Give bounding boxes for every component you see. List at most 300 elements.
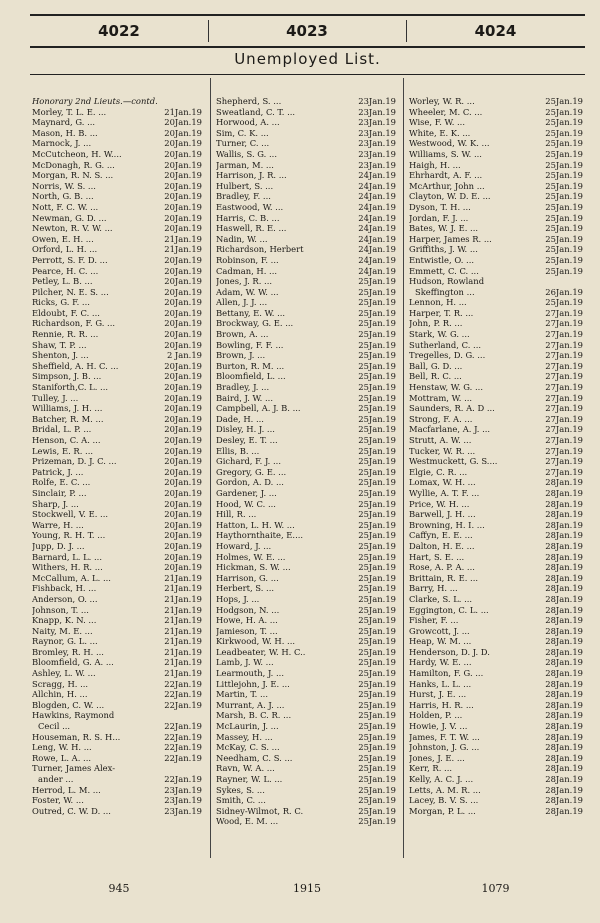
list-entry: [216, 234, 396, 245]
entry-date: 25Jan.19: [358, 689, 396, 700]
entry-name: Eggington, C. L. ...: [409, 604, 489, 615]
entry-date: 28Jan.19: [545, 636, 583, 647]
list-entry: [32, 520, 202, 531]
list-entry: [409, 213, 583, 224]
list-entry: [216, 403, 396, 414]
entry-name: Disley, H. J. ...: [216, 424, 275, 435]
list-entry: [32, 403, 202, 414]
entry-date: 23Jan.19: [358, 138, 396, 149]
list-entry: [216, 107, 396, 118]
entry-date: 23Jan.19: [358, 117, 396, 128]
entry-date: 25Jan.19: [358, 583, 396, 594]
list-entry: [409, 615, 583, 626]
entry-date: 25Jan.19: [545, 223, 583, 234]
entry-date: 25Jan.19: [358, 339, 396, 350]
list-entry: [216, 393, 396, 404]
entry-name: Barnard, L. L. ...: [32, 551, 102, 562]
entry-name: Hood, W. C. ...: [216, 498, 276, 509]
entry-name: Outred, C. W. D. ...: [32, 805, 111, 816]
entry-name: Barry, H. ...: [409, 583, 458, 594]
entry-date: 27Jan.19: [545, 350, 583, 361]
list-entry: [32, 340, 202, 351]
entry-name: Harris, H. R. ...: [409, 699, 474, 710]
entry-date: 25Jan.19: [545, 297, 583, 308]
entry-date: 26Jan.19: [545, 286, 583, 297]
entry-name: Jupp, D. J. ...: [32, 540, 85, 551]
list-entry: [32, 753, 202, 764]
entry-date: 24Jan.19: [358, 223, 396, 234]
entry-name: Ehrhardt, A. F. ...: [409, 170, 483, 181]
list-entry: [32, 626, 202, 637]
entry-date: 25Jan.19: [545, 180, 583, 191]
entry-name: Stark, W. G. ...: [409, 329, 470, 340]
column-divider: [403, 78, 404, 858]
entry-name: Jarman, M. ...: [216, 159, 274, 170]
entry-name: Sharp, J. ...: [32, 498, 79, 509]
entry-date: 25Jan.19: [358, 540, 396, 551]
entry-name: Brockway, G. E. ...: [216, 318, 294, 329]
column-divider: [210, 78, 211, 858]
entry-name: Leadbeater, W. H. C..: [216, 646, 306, 657]
list-entry: [216, 679, 396, 690]
list-entry: [216, 552, 396, 563]
entry-name: Hudson, Rowland: [409, 276, 485, 287]
entry-name: Bates, W. J. E. ...: [409, 223, 479, 234]
entry-date: 25Jan.19: [358, 668, 396, 679]
entry-name: James, F. T. W. ...: [409, 731, 480, 742]
list-entry: [409, 647, 583, 658]
entry-date: 28Jan.19: [545, 593, 583, 604]
entry-date: 20Jan.19: [164, 148, 202, 159]
entry-name: Ball, G. D. ...: [409, 360, 463, 371]
entry-name: Naity, M. E. ...: [32, 625, 93, 636]
entry-name: Campbell, A. J. B. ...: [216, 403, 301, 414]
list-entry: [216, 594, 396, 605]
entry-name: Holmes, W. E. ...: [216, 551, 286, 562]
list-entry: [32, 234, 202, 245]
entry-date: 20Jan.19: [164, 276, 202, 287]
list-entry: [32, 647, 202, 658]
entry-name: Houseman, R. S. H...: [32, 731, 121, 742]
entry-name: Harrison, G. ...: [216, 572, 279, 583]
entry-name: Harrison, J. R. ...: [216, 170, 287, 181]
entry-name: North, G. B. ...: [32, 191, 94, 202]
entry-name: Marsh, B. C. R. ...: [216, 710, 292, 721]
entry-date: 2 Jan.19: [166, 350, 202, 361]
list-entry: [216, 276, 396, 287]
list-entry: [216, 287, 396, 298]
entry-name: Patrick, J. ...: [32, 466, 84, 477]
entry-name: John, P. R. ...: [409, 318, 463, 329]
entry-date: 25Jan.19: [545, 201, 583, 212]
list-entry: [409, 128, 583, 139]
list-entry: [216, 213, 396, 224]
list-entry: [32, 297, 202, 308]
entry-name: Howard, J. ...: [216, 540, 272, 551]
entry-date: 23Jan.19: [164, 795, 202, 806]
list-entry: [409, 806, 583, 817]
list-entry: [32, 806, 202, 817]
list-entry: [409, 424, 583, 435]
entry-date: 25Jan.19: [358, 276, 396, 287]
entry-date: 28Jan.19: [545, 625, 583, 636]
list-entry: [409, 488, 583, 499]
list-entry: [409, 785, 583, 796]
entry-date: 25Jan.19: [358, 297, 396, 308]
entry-name: Westwood, W. K. ...: [409, 138, 490, 149]
entry-name: Hulbert, S. ...: [216, 180, 274, 191]
entry-name: Hawkins, Raymond: [32, 710, 115, 721]
entry-date: 25Jan.19: [545, 265, 583, 276]
entry-date: 27Jan.19: [545, 382, 583, 393]
list-entry: [409, 552, 583, 563]
entry-name: Entwistle, O. ...: [409, 254, 475, 265]
list-entry: [32, 732, 202, 743]
list-entry: [409, 191, 583, 202]
entry-date: 22Jan.19: [164, 699, 202, 710]
entry-date: 27Jan.19: [545, 424, 583, 435]
entry-name: ander ...: [38, 774, 74, 784]
entry-name: Needham, C. S. ...: [216, 752, 293, 763]
column-2: [216, 96, 396, 827]
entry-date: 25Jan.19: [358, 657, 396, 668]
list-entry: [409, 732, 583, 743]
entry-date: 27Jan.19: [545, 329, 583, 340]
entry-name: Emmett, C. C. ...: [409, 265, 479, 276]
entry-date: 23Jan.19: [358, 106, 396, 117]
entry-name: Wood, E. M. ...: [216, 816, 279, 827]
entry-date: 25Jan.19: [358, 625, 396, 636]
footer-page-2: 1915: [293, 882, 321, 895]
entry-date: 25Jan.19: [358, 371, 396, 382]
list-entry: [409, 234, 583, 245]
entry-name: Hodgson, N. ...: [216, 604, 280, 615]
list-entry: [409, 202, 583, 213]
list-entry: [409, 626, 583, 637]
list-entry: [32, 615, 202, 626]
section-heading: [32, 96, 202, 107]
entry-date: 28Jan.19: [545, 774, 583, 784]
entry-name: Sweatland, C. T. ...: [216, 106, 296, 117]
entry-name: Brittain, R. E. ...: [409, 572, 479, 583]
entry-name: Ellis, B. ...: [216, 445, 260, 456]
entry-date: 25Jan.19: [358, 318, 396, 329]
entry-name: Sheffield, A. H. C. ...: [32, 360, 119, 371]
entry-date: 25Jan.19: [358, 774, 396, 784]
list-entry: [216, 795, 396, 806]
entry-name: Wallis, S. G. ...: [216, 148, 277, 159]
list-entry: [216, 520, 396, 531]
entry-date: 24Jan.19: [358, 244, 396, 255]
entry-name: Sinclair, P. ...: [32, 487, 87, 498]
entry-date: 28Jan.19: [545, 668, 583, 679]
list-entry: [216, 636, 396, 647]
list-entry: [216, 371, 396, 382]
entry-name: Howe, H. A. ...: [216, 615, 278, 626]
list-entry: [216, 160, 396, 171]
entry-name: Clarke, S. L. ...: [409, 593, 473, 604]
entry-date: 24Jan.19: [358, 233, 396, 244]
entry-date: 25Jan.19: [545, 233, 583, 244]
entry-name: Anderson, O. ...: [32, 593, 98, 604]
entry-date: 28Jan.19: [545, 509, 583, 520]
header-col-1: 4022: [98, 22, 140, 40]
entry-date: 27Jan.19: [545, 307, 583, 318]
list-entry: [32, 287, 202, 298]
entry-date: 20Jan.19: [164, 265, 202, 276]
list-entry: [216, 816, 396, 827]
list-entry: [409, 255, 583, 266]
entry-date: 25Jan.19: [358, 615, 396, 626]
list-entry: [216, 700, 396, 711]
entry-date: 25Jan.19: [358, 307, 396, 318]
entry-name: Kelly, A. C. J. ...: [409, 774, 474, 784]
list-entry: [216, 318, 396, 329]
entry-name: Simpson, J. B. ...: [32, 371, 102, 382]
list-entry: [216, 96, 396, 107]
list-entry: [32, 742, 202, 753]
entry-date: 20Jan.19: [164, 435, 202, 445]
list-entry: [216, 488, 396, 499]
list-entry: [409, 393, 583, 404]
entry-name: Raynor, G. L. ...: [32, 636, 98, 647]
entry-date: 25Jan.19: [358, 360, 396, 371]
list-entry: [32, 213, 202, 224]
entry-date: 24Jan.19: [358, 201, 396, 212]
entry-name: Clayton, W. D. E. ...: [409, 191, 491, 202]
list-entry: [216, 721, 396, 732]
entry-name: Bradley, J. ...: [216, 382, 270, 393]
column-1: [32, 96, 202, 816]
entry-name: Adam, W. W. ...: [216, 286, 279, 297]
entry-name: Hops, J. ...: [216, 593, 260, 604]
entry-date: 25Jan.19: [358, 752, 396, 763]
entry-name: Morgan, P. L. ...: [409, 805, 476, 816]
entry-name: Saunders, R. A. D ...: [409, 403, 495, 414]
list-entry: [32, 785, 202, 796]
list-entry: [409, 435, 583, 446]
entry-date: 25Jan.19: [358, 382, 396, 393]
list-entry: [32, 689, 202, 700]
entry-date: 25Jan.19: [358, 413, 396, 424]
entry-date: 20Jan.19: [164, 307, 202, 318]
list-entry: [409, 414, 583, 425]
entry-name: Eldoubt, F. C. ...: [32, 307, 100, 318]
list-entry: [32, 350, 202, 361]
entry-name: Brown, A. ...: [216, 329, 269, 340]
list-entry: [32, 679, 202, 690]
list-entry: [409, 223, 583, 234]
entry-name: Tulley, J. ...: [32, 392, 79, 403]
entry-date: 21Jan.19: [164, 244, 202, 255]
list-entry: [216, 562, 396, 573]
entry-name: Robinson, F. ...: [216, 254, 279, 265]
list-entry: [32, 477, 202, 488]
entry-date: 28Jan.19: [545, 477, 583, 488]
list-entry: [32, 128, 202, 139]
entry-name: White, E. K. ...: [409, 127, 471, 138]
list-entry: [216, 191, 396, 202]
entry-name: Allchin, H. ...: [32, 689, 88, 700]
entry-date: 25Jan.19: [358, 795, 396, 806]
entry-name: Growcott, J. ...: [409, 625, 470, 636]
entry-name: Jordan, F. J. ...: [409, 212, 469, 223]
entry-date: 21Jan.19: [164, 625, 202, 636]
entry-date: 25Jan.19: [358, 710, 396, 721]
entry-date: 28Jan.19: [545, 795, 583, 806]
entry-name: Allen, J. J. ...: [216, 297, 268, 308]
entry-date: 20Jan.19: [164, 498, 202, 509]
list-entry: [32, 202, 202, 213]
entry-name: Jamieson, T. ...: [216, 625, 278, 636]
entry-name: Williams, S. W. ...: [409, 148, 482, 159]
entry-name: Turner, C. ...: [216, 138, 270, 149]
list-entry: [216, 244, 396, 255]
list-entry: [409, 149, 583, 160]
entry-name: Rennie, R. R. ...: [32, 329, 99, 340]
entry-date: 28Jan.19: [545, 572, 583, 583]
entry-name: Lennon, H. ...: [409, 297, 467, 308]
entry-date: 28Jan.19: [545, 487, 583, 498]
entry-date: 22Jan.19: [164, 678, 202, 689]
entry-name: Burton, R. M. ...: [216, 360, 285, 371]
entry-date: 21Jan.19: [164, 604, 202, 615]
entry-date: 20Jan.19: [164, 466, 202, 477]
entry-date: 20Jan.19: [164, 117, 202, 128]
entry-name: Owen, E. H. ...: [32, 233, 94, 244]
entry-date: 25Jan.19: [358, 699, 396, 710]
list-entry: [216, 382, 396, 393]
entry-date: 25Jan.19: [545, 117, 583, 128]
entry-date: 24Jan.19: [358, 254, 396, 265]
entry-name: Marnock, J. ...: [32, 138, 92, 149]
entry-date: 25Jan.19: [358, 646, 396, 657]
list-entry: [409, 594, 583, 605]
list-entry: [32, 657, 202, 668]
entry-date: 20Jan.19: [164, 170, 202, 181]
entry-date: 25Jan.19: [358, 350, 396, 361]
entry-date: 25Jan.19: [545, 212, 583, 223]
entry-date: 25Jan.19: [358, 763, 396, 774]
list-entry: [409, 371, 583, 382]
list-entry: [409, 350, 583, 361]
list-entry: [216, 128, 396, 139]
entry-name: Macfarlane, A. J. ...: [409, 424, 491, 435]
list-entry: [409, 181, 583, 192]
entry-name: Orford, L. H. ...: [32, 244, 98, 255]
list-entry: [216, 361, 396, 372]
list-entry: [216, 202, 396, 213]
entry-name: Lacey, B. V. S. ...: [409, 795, 479, 806]
entry-name: Shepherd, S. ...: [216, 96, 282, 106]
list-entry: [32, 361, 202, 372]
entry-name: Stockwell, V. E. ...: [32, 509, 109, 520]
entry-name: Gichard, F. J. ...: [216, 456, 281, 467]
column-3: [409, 96, 583, 816]
entry-name: Haswell, R. E. ...: [216, 223, 287, 234]
list-entry: [216, 647, 396, 658]
entry-date: 21Jan.19: [164, 657, 202, 668]
list-entry: [32, 446, 202, 457]
list-entry: [32, 424, 202, 435]
entry-date: 22Jan.19: [164, 731, 202, 742]
entry-date: 20Jan.19: [164, 159, 202, 170]
entry-name: Harper, James R. ...: [409, 233, 492, 244]
entry-name: Rayner, W. L. ...: [216, 774, 283, 784]
list-entry: [32, 138, 202, 149]
list-entry: [216, 509, 396, 520]
entry-date: 25Jan.19: [358, 329, 396, 340]
entry-name: Pearce, H. C. ...: [32, 265, 99, 276]
list-entry: [216, 329, 396, 340]
entry-date: 24Jan.19: [358, 180, 396, 191]
list-entry: [409, 477, 583, 488]
entry-date: 28Jan.19: [545, 498, 583, 509]
list-entry: [216, 181, 396, 192]
entry-name: Fishback, H. ...: [32, 583, 97, 594]
entry-date: 20Jan.19: [164, 191, 202, 202]
list-entry: [32, 160, 202, 171]
entry-name: Rowe, L. A. ...: [32, 752, 92, 763]
entry-name: Mottram, W. ...: [409, 392, 473, 403]
entry-name: Turner, James Alex-: [32, 763, 116, 774]
entry-date: 21Jan.19: [164, 106, 202, 117]
entry-date: 23Jan.19: [358, 96, 396, 106]
list-entry: [32, 244, 202, 255]
entry-date: 25Jan.19: [358, 551, 396, 562]
list-entry: [409, 329, 583, 340]
entry-date: 25Jan.19: [358, 477, 396, 488]
list-entry: [216, 732, 396, 743]
list-entry: [409, 297, 583, 308]
entry-date: 20Jan.19: [164, 392, 202, 403]
entry-date: 20Jan.19: [164, 530, 202, 541]
list-entry: [409, 276, 583, 287]
list-entry: [32, 499, 202, 510]
list-entry: [32, 636, 202, 647]
entry-date: 25Jan.19: [358, 466, 396, 477]
entry-name: Bloomfield, L. ...: [216, 371, 286, 382]
entry-date: 27Jan.19: [545, 403, 583, 414]
entry-date: 28Jan.19: [545, 646, 583, 657]
list-entry: [409, 753, 583, 764]
entry-date: 25Jan.19: [358, 519, 396, 530]
entry-date: 25Jan.19: [358, 572, 396, 583]
entry-name: Sykes, S. ...: [216, 784, 265, 795]
entry-name: Tucker, W. R. ...: [409, 445, 476, 456]
entry-name: Richardson, Herbert: [216, 244, 304, 255]
entry-date: 21Jan.19: [164, 668, 202, 679]
list-entry: [216, 753, 396, 764]
entry-name: Gregory, G. E. ...: [216, 466, 287, 477]
entry-date: 20Jan.19: [164, 297, 202, 308]
entry-date: 20Jan.19: [164, 329, 202, 340]
entry-date: 23Jan.19: [358, 148, 396, 159]
list-entry: [32, 318, 202, 329]
list-entry: [409, 138, 583, 149]
entry-date: 22Jan.19: [164, 774, 202, 784]
entry-name: Lomax, W. H. ...: [409, 477, 476, 488]
list-entry: [32, 170, 202, 181]
entry-date: 21Jan.19: [164, 593, 202, 604]
entry-date: 20Jan.19: [164, 254, 202, 265]
entry-date: 28Jan.19: [545, 551, 583, 562]
entry-date: 25Jan.19: [545, 254, 583, 265]
list-entry: [409, 287, 583, 298]
entry-date: 25Jan.19: [545, 106, 583, 117]
list-entry: [409, 636, 583, 647]
entry-name: Dalton, H. E. ...: [409, 540, 475, 551]
